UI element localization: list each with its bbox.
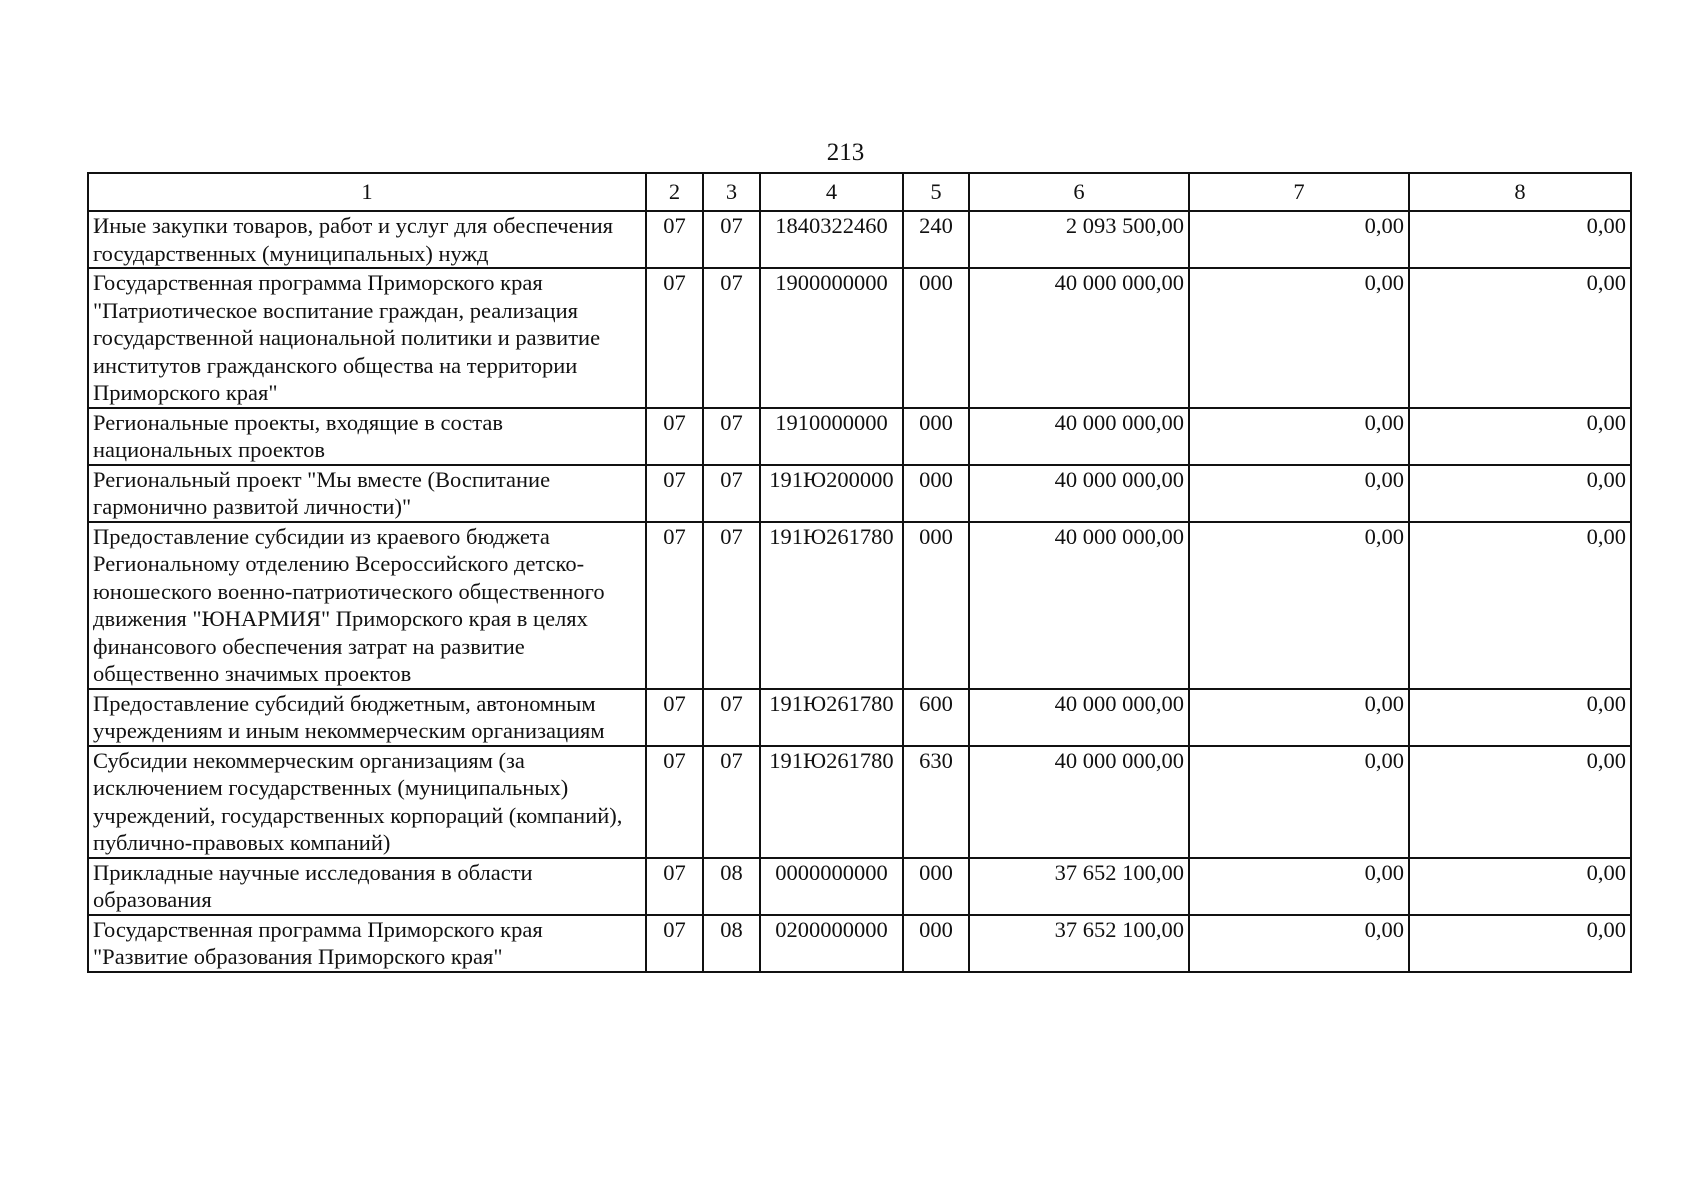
row-amount-2: 0,00: [1189, 408, 1409, 465]
row-target-article: 191Ю261780: [760, 522, 903, 689]
column-header: 1: [88, 173, 646, 211]
row-expense-type: 000: [903, 268, 969, 408]
row-name: Государственная программа Приморского края "Патриотическое воспитание граждан, реализация государственной национальной политики и развитие институтов гражданского общества на территории Приморского края": [88, 268, 646, 408]
row-amount-2: 0,00: [1189, 211, 1409, 268]
table-row: [88, 689, 1631, 746]
row-subsection: 07: [703, 465, 760, 522]
table-header-row: [88, 173, 1631, 211]
column-header: 8: [1409, 173, 1631, 211]
row-subsection: 08: [703, 858, 760, 915]
column-header: 2: [646, 173, 703, 211]
row-section: 07: [646, 268, 703, 408]
row-section: 07: [646, 465, 703, 522]
column-header: 7: [1189, 173, 1409, 211]
row-target-article: 1840322460: [760, 211, 903, 268]
row-section: 07: [646, 689, 703, 746]
row-expense-type: 240: [903, 211, 969, 268]
table-row: [88, 915, 1631, 972]
row-amount-3: 0,00: [1409, 465, 1631, 522]
row-expense-type: 000: [903, 915, 969, 972]
row-name: Субсидии некоммерческим организациям (за исключением государственных (муниципальных) учреждений, государственных корпораций (компаний), публично-правовых компаний): [88, 746, 646, 858]
row-name: Иные закупки товаров, работ и услуг для обеспечения государственных (муниципальных) нужд: [88, 211, 646, 268]
row-subsection: 08: [703, 915, 760, 972]
row-amount-3: 0,00: [1409, 522, 1631, 689]
row-target-article: 191Ю261780: [760, 746, 903, 858]
row-section: 07: [646, 522, 703, 689]
row-expense-type: 600: [903, 689, 969, 746]
row-name: Предоставление субсидий бюджетным, автономным учреждениям и иным некоммерческим организациям: [88, 689, 646, 746]
row-amount: 40 000 000,00: [969, 465, 1189, 522]
row-name: Региональные проекты, входящие в состав национальных проектов: [88, 408, 646, 465]
row-amount-3: 0,00: [1409, 408, 1631, 465]
row-section: 07: [646, 915, 703, 972]
column-header: 5: [903, 173, 969, 211]
row-section: 07: [646, 408, 703, 465]
table-row: [88, 211, 1631, 268]
row-amount: 40 000 000,00: [969, 408, 1189, 465]
row-section: 07: [646, 211, 703, 268]
row-subsection: 07: [703, 689, 760, 746]
table-row: [88, 858, 1631, 915]
row-expense-type: 000: [903, 858, 969, 915]
row-expense-type: 630: [903, 746, 969, 858]
row-subsection: 07: [703, 211, 760, 268]
table-row: [88, 746, 1631, 858]
row-amount-2: 0,00: [1189, 746, 1409, 858]
row-amount-2: 0,00: [1189, 689, 1409, 746]
row-amount: 2 093 500,00: [969, 211, 1189, 268]
page-number: 213: [826, 139, 865, 166]
row-amount: 37 652 100,00: [969, 858, 1189, 915]
row-target-article: 0000000000: [760, 858, 903, 915]
row-name: Прикладные научные исследования в области образования: [88, 858, 646, 915]
row-target-article: 1900000000: [760, 268, 903, 408]
row-amount-3: 0,00: [1409, 915, 1631, 972]
table-row: [88, 522, 1631, 689]
row-expense-type: 000: [903, 465, 969, 522]
table-row: [88, 268, 1631, 408]
row-amount: 40 000 000,00: [969, 689, 1189, 746]
row-amount-3: 0,00: [1409, 211, 1631, 268]
row-subsection: 07: [703, 268, 760, 408]
row-target-article: 191Ю261780: [760, 689, 903, 746]
row-name: Предоставление субсидии из краевого бюджета Региональному отделению Всероссийского детско-юношеского военно-патриотического общественного движения "ЮНАРМИЯ" Приморского края в целях финансового обеспечения затрат на развитие общественно значимых проектов: [88, 522, 646, 689]
table-row: [88, 465, 1631, 522]
row-amount-2: 0,00: [1189, 915, 1409, 972]
row-amount: 40 000 000,00: [969, 268, 1189, 408]
row-amount-2: 0,00: [1189, 858, 1409, 915]
row-expense-type: 000: [903, 408, 969, 465]
row-section: 07: [646, 746, 703, 858]
row-amount-2: 0,00: [1189, 522, 1409, 689]
row-amount-2: 0,00: [1189, 268, 1409, 408]
row-name: Региональный проект "Мы вместе (Воспитание гармонично развитой личности)": [88, 465, 646, 522]
column-header: 4: [760, 173, 903, 211]
row-section: 07: [646, 858, 703, 915]
row-amount: 40 000 000,00: [969, 746, 1189, 858]
budget-table: [87, 172, 1632, 973]
row-subsection: 07: [703, 408, 760, 465]
row-amount-3: 0,00: [1409, 268, 1631, 408]
row-amount-3: 0,00: [1409, 689, 1631, 746]
row-subsection: 07: [703, 746, 760, 858]
row-target-article: 191Ю200000: [760, 465, 903, 522]
row-amount-2: 0,00: [1189, 465, 1409, 522]
row-target-article: 0200000000: [760, 915, 903, 972]
row-target-article: 1910000000: [760, 408, 903, 465]
column-header: 3: [703, 173, 760, 211]
row-subsection: 07: [703, 522, 760, 689]
row-name: Государственная программа Приморского края "Развитие образования Приморского края": [88, 915, 646, 972]
row-amount: 40 000 000,00: [969, 522, 1189, 689]
row-amount: 37 652 100,00: [969, 915, 1189, 972]
row-amount-3: 0,00: [1409, 858, 1631, 915]
row-expense-type: 000: [903, 522, 969, 689]
table-row: [88, 408, 1631, 465]
column-header: 6: [969, 173, 1189, 211]
row-amount-3: 0,00: [1409, 746, 1631, 858]
